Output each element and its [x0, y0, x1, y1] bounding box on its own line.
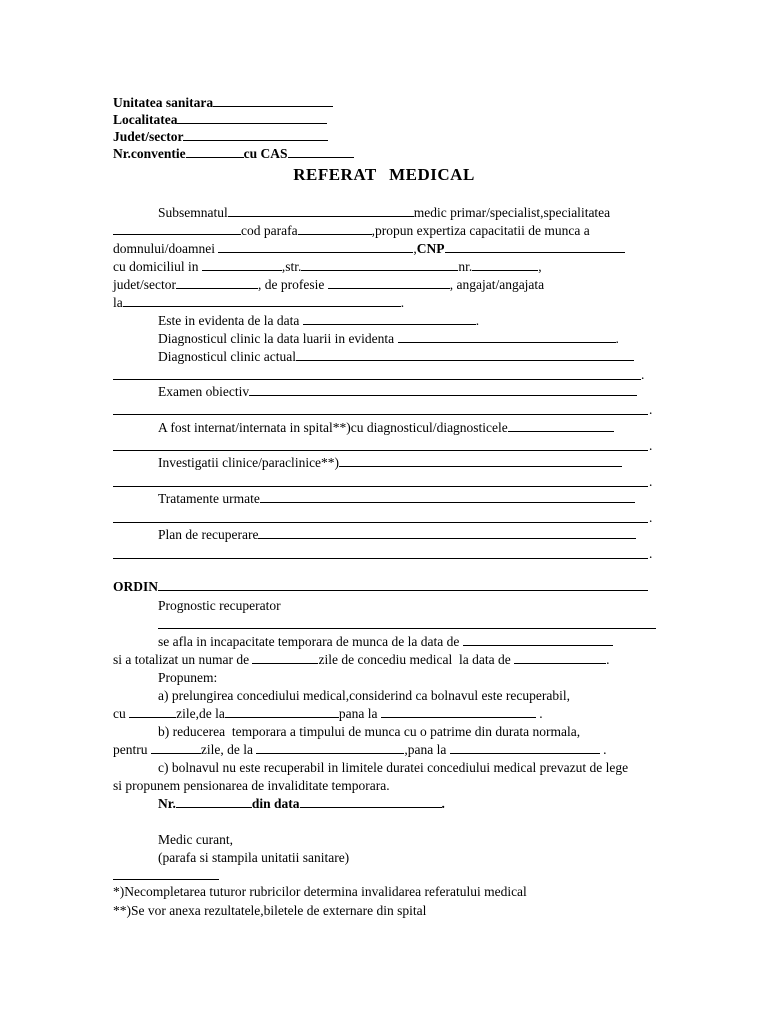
evidence-label: Este in evidenta de la data [158, 313, 300, 328]
exam-label: Examen obiectiv [158, 384, 250, 399]
hospital-label: A fost internat/internata in spital**)cu diagnosticul/diagnosticele [158, 420, 508, 435]
domicile-field[interactable] [202, 258, 282, 271]
option-a-line [113, 705, 543, 722]
period: . [649, 438, 653, 453]
document-title: REFERAT MEDICAL [293, 165, 475, 184]
until-label: ,pana la [404, 742, 447, 757]
judet-label: judet/sector [113, 277, 176, 292]
a-until-field[interactable] [381, 705, 536, 718]
a-from-field[interactable] [225, 705, 339, 718]
hospital-field[interactable] [508, 419, 614, 432]
patient-name-field[interactable] [218, 240, 413, 253]
nr-field[interactable] [176, 795, 252, 808]
nr-line [158, 795, 445, 812]
header-unit [113, 94, 333, 111]
period: . [441, 796, 445, 811]
with-label: cu [113, 706, 126, 721]
parafa-label: cod parafa [241, 223, 298, 238]
number-field[interactable] [472, 258, 538, 271]
header-county-label: Judet/sector [113, 129, 184, 144]
period: . [400, 295, 405, 310]
date-label: din data [251, 796, 300, 811]
specialty-label: medic primar/specialist,specialitatea [413, 205, 611, 220]
period: . [649, 546, 653, 561]
cnp-field[interactable] [445, 240, 625, 253]
footnote-1: *)Necompletarea tuturor rubricilor determina invalidarea referatului medical [113, 884, 527, 899]
header-cas-label: cu CAS [243, 146, 288, 161]
employed-label: , angajat/angajata [449, 277, 545, 292]
body-line-5 [113, 276, 544, 293]
stamp-label: (parafa si stampila unitatii sanitare) [158, 850, 350, 865]
unit-field[interactable] [213, 94, 333, 107]
treatments-line [158, 490, 635, 507]
option-a-text: a) prelungirea concediului medical,considerind ca bolnavul este recuperabil, [158, 688, 570, 703]
until-label: pana la [338, 706, 378, 721]
b-from-field[interactable] [256, 741, 404, 754]
incapacity-date-field[interactable] [463, 633, 613, 646]
ordin-label: ORDIN [113, 579, 159, 594]
body-line-4 [113, 258, 542, 275]
period: . [606, 652, 610, 667]
body-line-2 [113, 222, 590, 239]
propose-label: ,propun expertiza capacitatii de munca a [371, 223, 590, 238]
dx-current-label: Diagnosticul clinic actual [158, 349, 296, 364]
treatments-continuation[interactable] [113, 522, 648, 523]
header-convention-label: Nr.conventie [113, 146, 186, 161]
option-b-line [113, 741, 606, 758]
hospital-continuation[interactable] [113, 450, 648, 451]
leave-date-field[interactable] [514, 651, 606, 664]
header-locality-label: Localitatea [113, 112, 178, 127]
body-line-1 [158, 204, 610, 221]
locality-field[interactable] [177, 111, 327, 124]
option-c-continuation: si propunem pensionarea de invaliditate temporara. [113, 778, 390, 793]
employer-field[interactable] [123, 294, 401, 307]
for-label: pentru [113, 742, 148, 757]
hospital-line [158, 419, 614, 436]
body-line-6 [113, 294, 404, 311]
total-days-field[interactable] [252, 651, 318, 664]
doctor-name-field[interactable] [228, 204, 414, 217]
header-locality [113, 111, 327, 128]
dx-initial-line [158, 330, 619, 347]
incapacity-line [158, 633, 613, 650]
judet-field[interactable] [176, 276, 258, 289]
propose-label: Propunem: [158, 670, 218, 685]
period: . [649, 474, 653, 489]
exam-continuation[interactable] [113, 414, 648, 415]
treatments-field[interactable] [260, 490, 635, 503]
nr-label: Nr. [158, 796, 176, 811]
total-label: si a totalizat un numar de [113, 652, 250, 667]
leave-label: zile de concediu medical la data de [318, 652, 511, 667]
exam-field[interactable] [249, 383, 637, 396]
convention-field[interactable] [186, 145, 244, 158]
recovery-label: Plan de recuperare [158, 527, 259, 542]
number-label: nr. [458, 259, 473, 274]
domicile-label: cu domiciliul in [113, 259, 199, 274]
body-line-3 [113, 240, 625, 257]
period: . [649, 402, 653, 417]
header-unit-label: Unitatea sanitara [113, 95, 214, 110]
b-days-field[interactable] [151, 741, 201, 754]
at-label: la [113, 295, 123, 310]
period: . [603, 742, 607, 757]
days-from-label: zile, de la [200, 742, 253, 757]
street-label: ,str. [281, 259, 302, 274]
period: . [649, 510, 653, 525]
b-until-field[interactable] [450, 741, 600, 754]
prognostic-field[interactable] [158, 628, 656, 629]
option-c-text: c) bolnavul nu este recuperabil in limitele duratei concediului medical prevazut de lege [158, 760, 629, 775]
specialty-field[interactable] [113, 222, 241, 235]
exam-line [158, 383, 637, 400]
undersigned-label: Subsemnatul [158, 205, 228, 220]
period: . [475, 313, 480, 328]
dx-initial-label: Diagnosticul clinic la data luarii in evidenta [158, 331, 395, 346]
period: . [539, 706, 543, 721]
comma: , [413, 241, 417, 256]
incapacity-label: se afla in incapacitate temporara de munca de la data de [158, 634, 460, 649]
treatments-label: Tratamente urmate [158, 491, 260, 506]
investigations-continuation[interactable] [113, 486, 648, 487]
dx-initial-field[interactable] [398, 330, 616, 343]
dx-current-continuation[interactable] [113, 379, 641, 380]
dx-current-field[interactable] [296, 348, 634, 361]
a-days-field[interactable] [129, 705, 176, 718]
total-line [113, 651, 610, 668]
patient-label: domnului/doamnei [113, 241, 215, 256]
recovery-continuation[interactable] [113, 558, 648, 559]
parafa-field[interactable] [298, 222, 372, 235]
ordin-field[interactable] [158, 578, 648, 591]
footnote-separator [113, 879, 219, 880]
header-convention [113, 145, 354, 162]
prognostic-label: Prognostic recuperator [158, 598, 281, 613]
evidence-line [158, 312, 479, 329]
street-field[interactable] [301, 258, 458, 271]
option-b-text: b) reducerea temporara a timpului de munca cu o patrime din durata normala, [158, 724, 581, 739]
county-field[interactable] [183, 128, 328, 141]
profession-field[interactable] [328, 276, 450, 289]
doctor-label: Medic curant, [158, 832, 233, 847]
comma: , [538, 259, 542, 274]
cnp-label: CNP [416, 241, 445, 256]
header-county [113, 128, 328, 145]
nr-date-field[interactable] [300, 795, 442, 808]
recovery-field[interactable] [258, 526, 636, 539]
investigations-line [158, 454, 622, 471]
cas-field[interactable] [288, 145, 354, 158]
period: . [641, 367, 645, 382]
period: . [615, 331, 619, 346]
footnote-2: **)Se vor anexa rezultatele,biletele de externare din spital [113, 903, 427, 918]
dx-current-line [158, 348, 634, 365]
investigations-label: Investigatii clinice/paraclinice**) [158, 455, 340, 470]
profession-label: , de profesie [257, 277, 325, 292]
ordin-line [113, 578, 648, 595]
evidence-field[interactable] [303, 312, 476, 325]
investigations-field[interactable] [339, 454, 622, 467]
recovery-line [158, 526, 636, 543]
days-from-label: zile,de la [176, 706, 225, 721]
